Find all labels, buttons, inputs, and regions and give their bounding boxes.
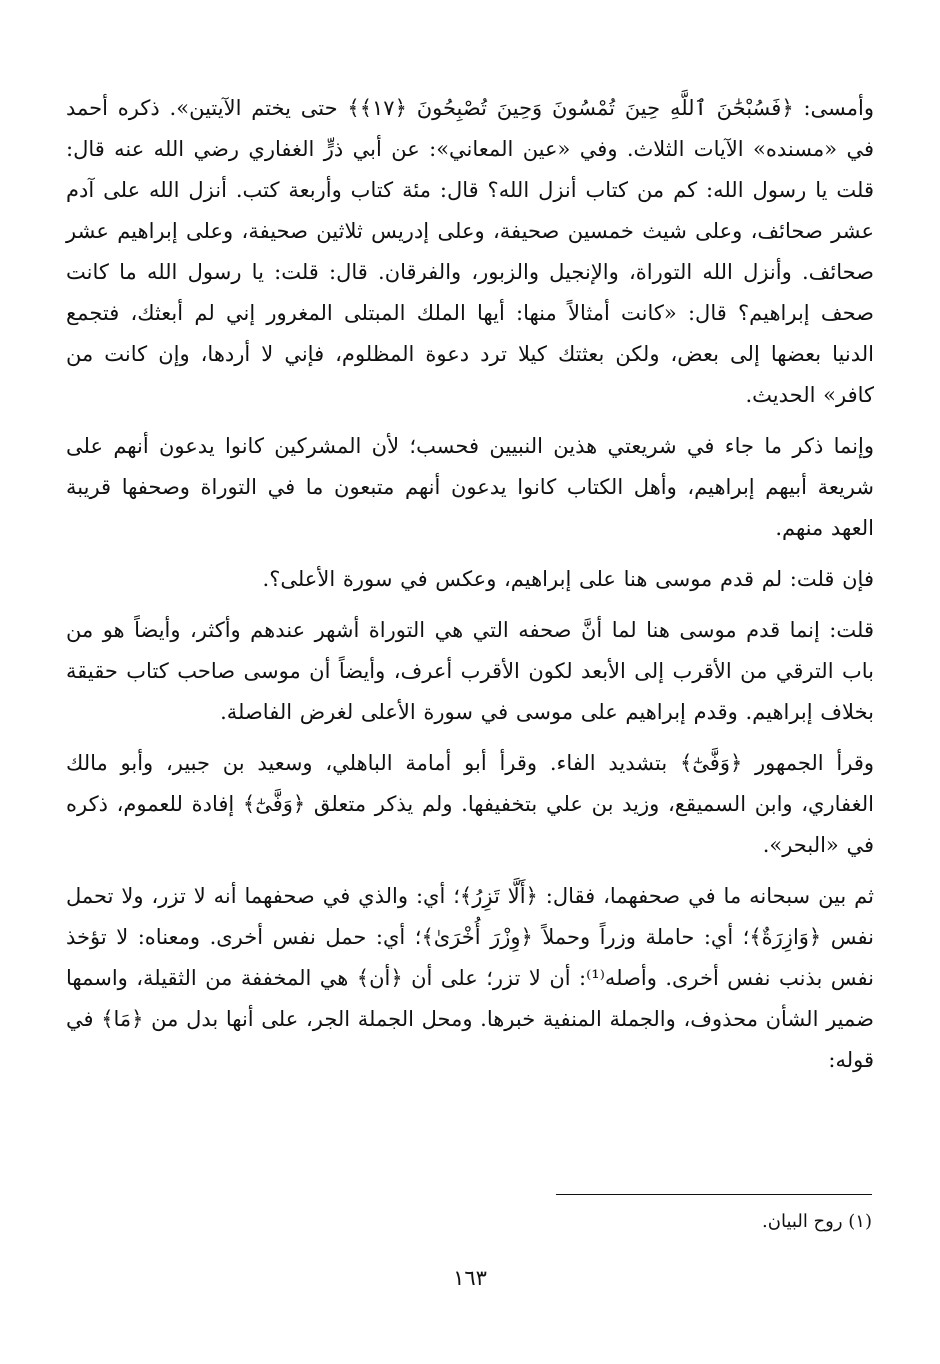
paragraph-5: وقرأ الجمهور ﴿وَفَّىٰٓ﴾ بتشديد الفاء. وقرأ أبو أمامة الباهلي، وسعيد بن جبير، وأبو مالك الغفاري، وابن السميقع، وزيد بن علي بتخفيفها. ولم يذكر متعلق ﴿وَفَّىٰٓ﴾ إفادة للعموم، ذكره في «البحر». [66,751,875,857]
paragraph-2: وإنما ذكر ما جاء في شريعتي هذين النبيين فحسب؛ لأن المشركين كانوا يدعون أنهم على شريعة أبيهم إبراهيم، وأهل الكتاب كانوا يدعون أنهم متبعون ما في التوراة وصحفها قريبة العهد منهم. [66,434,874,540]
footnote-divider [556,1194,872,1195]
paragraph-1: وأمسى: ﴿فَسُبْحَٰنَ ٱللَّهِ حِينَ تُمْسُونَ وَحِينَ تُصْبِحُونَ ﴿١٧﴾﴾ حتى يختم الآيتين». ذكره أحمد في «مسنده» الآيات الثلاث. وفي «عين المعاني»: عن أبي ذرٍّ الغفاري رضي الله عنه قال: قلت يا رسول الله: كم من كتاب أنزل الله؟ قال: مئة كتاب وأربعة كتب. أنزل الله على آدم عشر صحائف، وعلى شيث خمسين صحيفة، وعلى إدريس ثلاثين صحيفة، وعلى إبراهيم عشر صحائف. وأنزل الله التوراة، والإنجيل والزبور، والفرقان. قال: قلت: يا رسول الله ما كانت صحف إبراهيم؟ قال: «كانت أمثالاً منها: أيها الملك المبتلى المغرور إني لم أبعثك، فتجمع الدنيا بعضها إلى بعض، ولكن بعثتك كيلا ترد دعوة المظلوم، فإني لا أردها، وإن كانت من كافر» الحديث. [66,96,874,407]
paragraph-4: قلت: إنما قدم موسى هنا لما أنَّ صحفه التي هي التوراة أشهر عندهم وأكثر، وأيضاً هو من باب الترقي من الأقرب إلى الأبعد لكون الأقرب أعرف، وأيضاً أن موسى صاحب كتاب حقيقة بخلاف إبراهيم. وقدم إبراهيم على موسى في سورة الأعلى لغرض الفاصلة. [66,618,874,724]
page-number: ١٦٣ [453,1266,487,1290]
paragraph-3: فإن قلت: لم قدم موسى هنا على إبراهيم، وعكس في سورة الأعلى؟. [262,567,874,591]
footnote: (١) روح البيان. [762,1211,872,1232]
paragraph-6: ثم بين سبحانه ما في صحفهما، فقال: ﴿أَلَّا تَزِرُ﴾؛ أي: والذي في صحفهما أنه لا تزر، ولا تحمل نفس ﴿وَازِرَةٌ﴾؛ أي: حاملة وزراً وحملاً ﴿وِزْرَ أُخْرَىٰ﴾؛ أي: حمل نفس أخرى. ومعناه: لا تؤخذ نفس بذنب نفس أخرى. وأصله⁽¹⁾: أن لا تزر؛ على أن ﴿أن﴾ هي المخففة من الثقيلة، واسمها ضمير الشأن محذوف، والجملة المنفية خبرها. ومحل الجملة الجر، على أنها بدل من ﴿مَا﴾ في قوله: [66,884,874,1072]
page-body [66,88,874,1081]
